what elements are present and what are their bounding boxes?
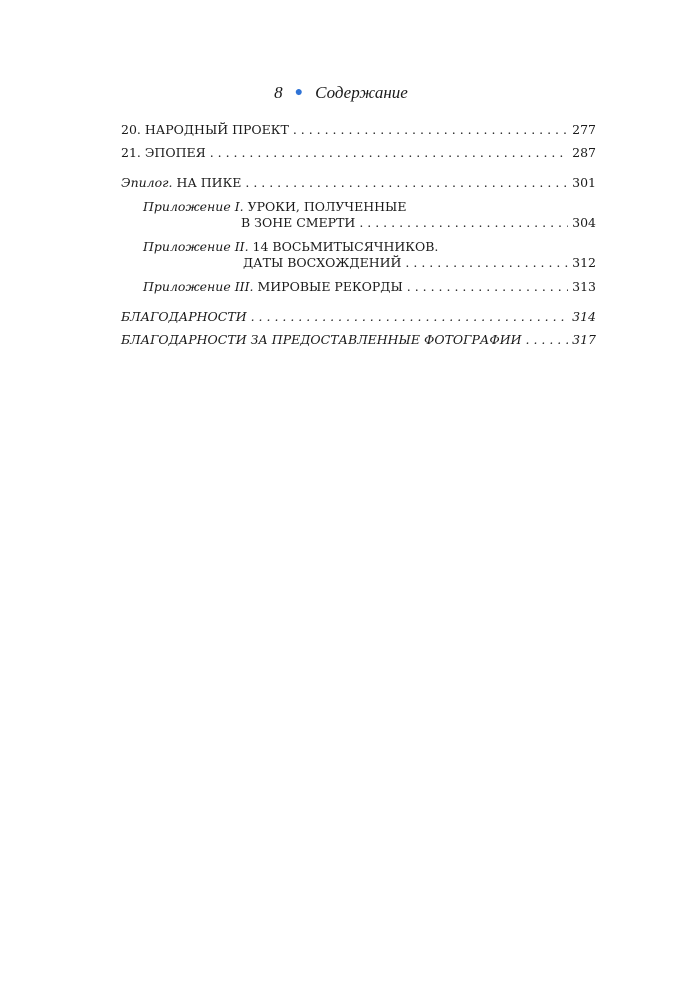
- toc-entry-ch20[interactable]: [121, 122, 596, 138]
- toc-entry-label: 21. ЭПОПЕЯ: [121, 145, 206, 160]
- toc-entry-label: [121, 175, 241, 191]
- toc-entry-title-cont: ДАТЫ ВОСХОЖДЕНИЙ: [243, 255, 402, 270]
- header-page-number: 8: [274, 83, 283, 102]
- bullet-icon: ●: [294, 85, 304, 100]
- toc-entry-ch21[interactable]: [121, 145, 596, 161]
- toc-entry-line2: [143, 255, 596, 271]
- toc-entry-thanks[interactable]: [121, 309, 596, 325]
- toc-entry-photo-thanks[interactable]: [121, 332, 596, 348]
- toc-entry-page: 301: [572, 175, 596, 190]
- dot-leader: [293, 122, 568, 138]
- toc-entry-line2: [143, 215, 596, 231]
- toc-entry-app2[interactable]: [121, 239, 596, 271]
- dot-leader: [359, 215, 568, 231]
- toc-entry-label: [143, 279, 403, 295]
- toc-entry-label: БЛАГОДАРНОСТИ ЗА ПРЕДОСТАВЛЕННЫЕ ФОТОГРАФИИ: [121, 332, 522, 347]
- dot-leader: [210, 145, 568, 161]
- toc-entry-label: 20. НАРОДНЫЙ ПРОЕКТ: [121, 122, 289, 137]
- dot-leader: [407, 279, 568, 295]
- toc-entry-title: 14 ВОСЬМИТЫСЯЧНИКОВ.: [252, 239, 439, 254]
- toc-entry-label: БЛАГОДАРНОСТИ: [121, 309, 247, 324]
- toc-entry-app1[interactable]: [121, 199, 596, 231]
- dot-leader: [251, 309, 569, 325]
- toc-entry-title: МИРОВЫЕ РЕКОРДЫ: [257, 279, 403, 294]
- toc-entry-kind: Приложение III.: [143, 279, 254, 294]
- toc-entry-page: 277: [572, 122, 596, 137]
- toc-entry-kind: Приложение II.: [143, 239, 249, 254]
- toc-entry-line1: [143, 199, 596, 215]
- toc-entry-title: НА ПИКЕ: [176, 175, 242, 190]
- toc-entry-title-cont: В ЗОНЕ СМЕРТИ: [241, 215, 356, 230]
- toc-entry-page: 317: [572, 332, 596, 347]
- toc-entry-page: 312: [572, 255, 596, 270]
- toc-entry-line1: [143, 239, 596, 255]
- toc-entry-kind: Приложение I.: [143, 199, 244, 214]
- toc-entry-kind: Эпилог.: [121, 175, 173, 190]
- toc-entry-epilog[interactable]: [121, 175, 596, 191]
- running-head: [0, 83, 682, 103]
- header-title: Содержание: [315, 83, 408, 102]
- dot-leader: [526, 332, 569, 348]
- toc-entry-page: 304: [572, 215, 596, 230]
- dot-leader: [405, 255, 568, 271]
- toc-entry-page: 313: [572, 279, 596, 294]
- toc-entry-app3[interactable]: [121, 279, 596, 295]
- table-of-contents: [121, 120, 596, 348]
- toc-entry-title: УРОКИ, ПОЛУЧЕННЫЕ: [247, 199, 407, 214]
- toc-entry-page: 287: [572, 145, 596, 160]
- toc-entry-page: 314: [572, 309, 596, 324]
- dot-leader: [245, 175, 568, 191]
